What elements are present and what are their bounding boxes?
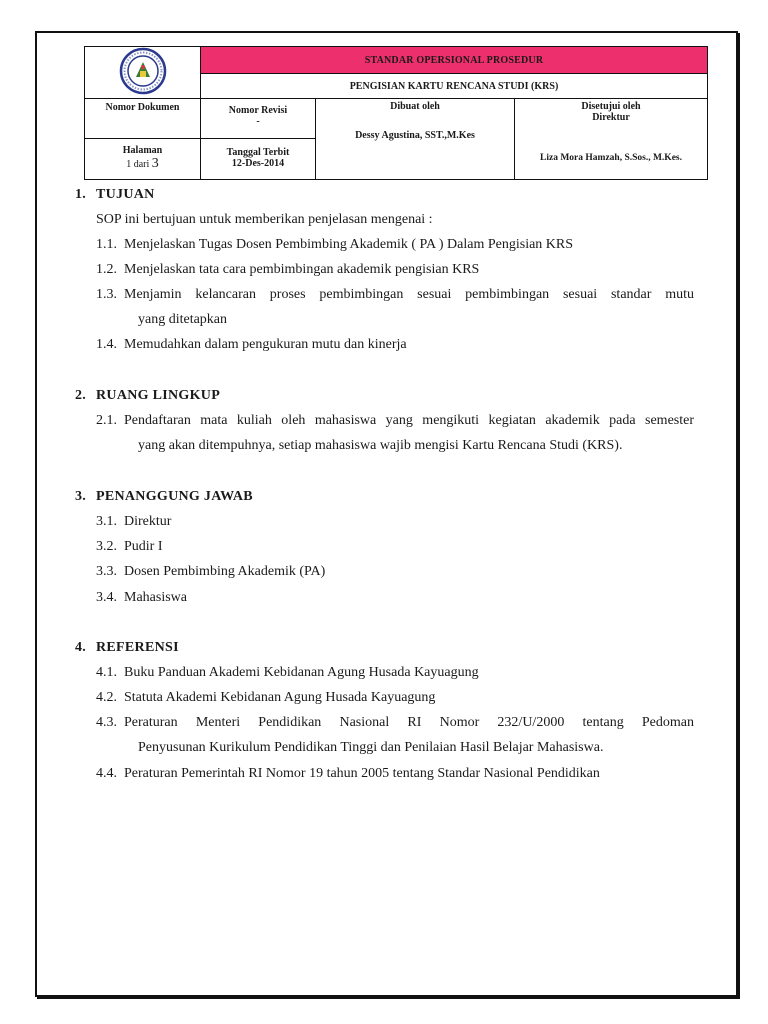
sop-title: STANDAR OPERSIONAL PROSEDUR bbox=[201, 47, 708, 74]
dibuat-oleh-cell bbox=[316, 99, 515, 180]
item-4-4-text: Peraturan Pemerintah RI Nomor 19 tahun 2005 tentang Standar Nasional Pendidikan bbox=[124, 766, 600, 781]
item-1-4-text: Memudahkan dalam pengukuran mutu dan kinerja bbox=[124, 337, 407, 352]
tanggal-terbit-cell bbox=[201, 139, 316, 180]
institution-logo-icon bbox=[119, 47, 167, 95]
item-3-2-number: 3.2. bbox=[96, 539, 117, 554]
item-4-3-number: 4.3. bbox=[96, 715, 117, 730]
item-1-3-text: Menjamin kelancaran proses pembimbingan sesuai pembimbingan sesuai standar mutu bbox=[124, 287, 694, 302]
item-4-2-number: 4.2. bbox=[96, 690, 117, 705]
nomor-revisi-cell bbox=[201, 99, 316, 139]
section-3-number: 3. bbox=[75, 489, 87, 504]
section-1-title: TUJUAN bbox=[96, 187, 155, 202]
sop-header-table bbox=[84, 46, 708, 180]
item-1-1-text: Menjelaskan Tugas Dosen Pembimbing Akademik ( PA ) Dalam Pengisian KRS bbox=[124, 237, 574, 252]
section-2-number: 2. bbox=[75, 388, 87, 403]
section-1-intro: SOP ini bertujuan untuk memberikan penjelasan mengenai : bbox=[96, 212, 433, 227]
halaman-cell bbox=[85, 139, 201, 180]
disetujui-label: Disetujui oleh bbox=[581, 101, 641, 112]
section-1-number: 1. bbox=[75, 187, 87, 202]
item-3-1-text: Direktur bbox=[124, 514, 172, 529]
item-4-2-text: Statuta Akademi Kebidanan Agung Husada Kayuagung bbox=[124, 690, 436, 705]
item-2-1-text: Pendaftaran mata kuliah oleh mahasiswa yang mengikuti kegiatan akademik pada semester bbox=[124, 413, 694, 428]
item-1-3-continuation: yang ditetapkan bbox=[138, 312, 228, 327]
nomor-dokumen-label: Nomor Dokumen bbox=[105, 102, 180, 113]
halaman-prefix: 1 dari bbox=[126, 159, 150, 170]
item-4-1-text: Buku Panduan Akademi Kebidanan Agung Husada Kayuagung bbox=[124, 665, 479, 680]
item-1-2-text: Menjelaskan tata cara pembimbingan akademik pengisian KRS bbox=[124, 262, 480, 277]
item-2-1-continuation: yang akan ditempuhnya, setiap mahasiswa wajib mengisi Kartu Rencana Studi (KRS). bbox=[138, 438, 623, 453]
section-4-number: 4. bbox=[75, 640, 87, 655]
item-4-4-number: 4.4. bbox=[96, 766, 117, 781]
item-3-1-number: 3.1. bbox=[96, 514, 117, 529]
nomor-dokumen-cell bbox=[85, 99, 201, 139]
halaman-value bbox=[85, 156, 200, 172]
item-1-1-number: 1.1. bbox=[96, 237, 117, 252]
item-3-4-number: 3.4. bbox=[96, 590, 117, 605]
tanggal-terbit-label: Tanggal Terbit bbox=[226, 147, 290, 158]
item-3-3-text: Dosen Pembimbing Akademik (PA) bbox=[124, 564, 326, 579]
section-4-title: REFERENSI bbox=[96, 640, 179, 655]
item-1-3-number: 1.3. bbox=[96, 287, 117, 302]
disetujui-name: Liza Mora Hamzah, S.Sos., M.Kes. bbox=[540, 153, 682, 163]
nomor-revisi-label: Nomor Revisi bbox=[228, 105, 288, 116]
dibuat-oleh-name: Dessy Agustina, SST.,M.Kes bbox=[355, 130, 475, 141]
item-1-4-number: 1.4. bbox=[96, 337, 117, 352]
item-4-3-continuation: Penyusunan Kurikulum Pendidikan Tinggi dan Penilaian Hasil Belajar Mahasiswa. bbox=[138, 740, 604, 755]
section-2-title: RUANG LINGKUP bbox=[96, 388, 221, 403]
halaman-label: Halaman bbox=[122, 145, 163, 156]
item-3-3-number: 3.3. bbox=[96, 564, 117, 579]
item-1-2-number: 1.2. bbox=[96, 262, 117, 277]
item-2-1-number: 2.1. bbox=[96, 413, 117, 428]
item-4-3-text: Peraturan Menteri Pendidikan Nasional RI Nomor 232/U/2000 tentang Pedoman bbox=[124, 715, 694, 730]
disetujui-cell bbox=[515, 99, 708, 180]
nomor-revisi-value: - bbox=[256, 116, 260, 127]
logo-cell bbox=[85, 47, 201, 99]
item-3-4-text: Mahasiswa bbox=[124, 590, 187, 605]
halaman-total: 3 bbox=[151, 156, 159, 171]
item-4-1-number: 4.1. bbox=[96, 665, 117, 680]
item-3-2-text: Pudir I bbox=[124, 539, 163, 554]
dibuat-oleh-label: Dibuat oleh bbox=[390, 101, 440, 112]
sop-subtitle: PENGISIAN KARTU RENCANA STUDI (KRS) bbox=[201, 74, 708, 99]
disetujui-role: Direktur bbox=[592, 112, 630, 123]
section-3-title: PENANGGUNG JAWAB bbox=[96, 489, 253, 504]
tanggal-terbit-value: 12-Des-2014 bbox=[231, 158, 285, 169]
